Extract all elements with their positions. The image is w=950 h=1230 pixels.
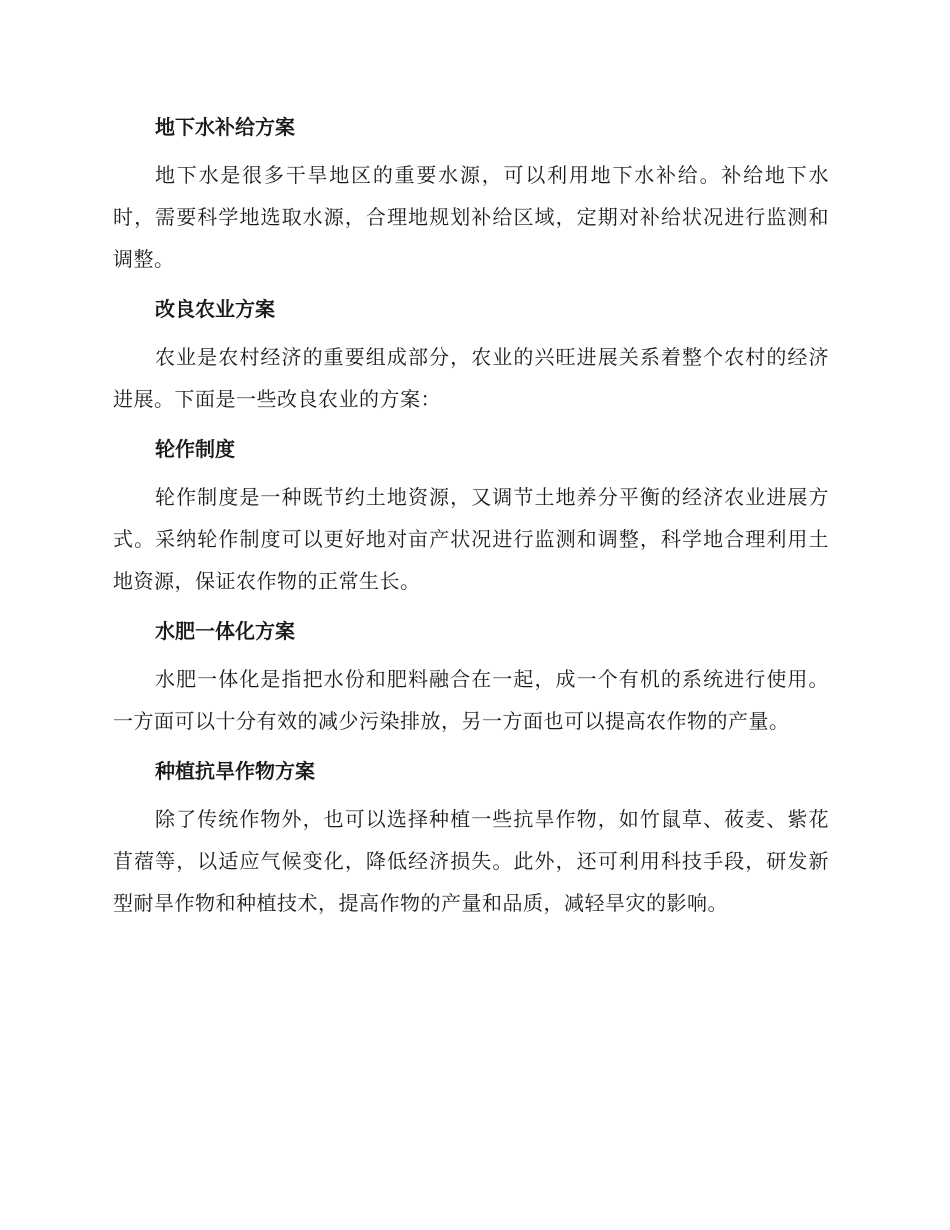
section-agriculture [113,288,829,420]
section-heading: 种植抗旱作物方案 [155,759,315,783]
document-page [113,106,829,932]
section-water-fertilizer [113,610,829,742]
section-paragraph: 地下水是很多干旱地区的重要水源，可以利用地下水补给。补给地下水时，需要科学地选取水源，合理地规划补给区域，定期对补给状况进行监测和调整。 [113,163,829,271]
section-heading: 水肥一体化方案 [155,619,295,643]
section-heading: 改良农业方案 [155,297,275,321]
section-crop-rotation [113,428,829,602]
section-heading: 轮作制度 [155,437,235,461]
section-heading: 地下水补给方案 [155,115,295,139]
section-paragraph: 轮作制度是一种既节约土地资源，又调节土地养分平衡的经济农业进展方式。采纳轮作制度可以更好地对亩产状况进行监测和调整，科学地合理利用土地资源，保证农作物的正常生长。 [113,485,829,593]
section-paragraph: 农业是农村经济的重要组成部分，农业的兴旺进展关系着整个农村的经济进展。下面是一些改良农业的方案： [113,345,829,411]
section-drought-crops [113,750,829,924]
section-paragraph: 除了传统作物外，也可以选择种植一些抗旱作物，如竹鼠草、莜麦、紫花苜蓿等，以适应气候变化，降低经济损失。此外，还可利用科技手段，研发新型耐旱作物和种植技术，提高作物的产量和品质，减轻旱灾的影响。 [113,807,829,915]
section-paragraph: 水肥一体化是指把水份和肥料融合在一起，成一个有机的系统进行使用。一方面可以十分有效的减少污染排放，另一方面也可以提高农作物的产量。 [113,667,829,733]
section-groundwater [113,106,829,280]
